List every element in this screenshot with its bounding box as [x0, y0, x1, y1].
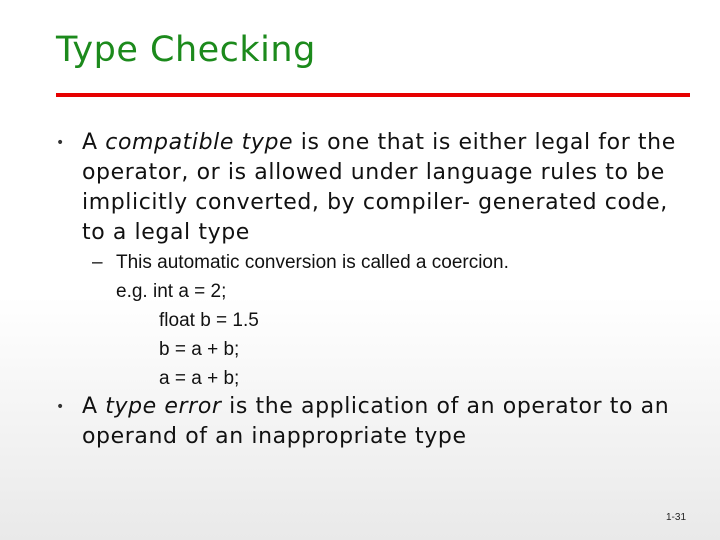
- page-number: 1-31: [666, 512, 687, 523]
- code-line: float b = 1.5: [159, 310, 259, 331]
- sub-bullet-line: This automatic conversion is called a coercion.: [116, 252, 509, 273]
- bullet-emphasis: type error: [105, 394, 222, 419]
- title-divider: [56, 93, 690, 97]
- code-line: b = a + b;: [159, 339, 240, 360]
- bullet-text: [82, 128, 692, 248]
- code-line: a = a + b;: [159, 368, 240, 389]
- slide-title: Type Checking: [56, 30, 316, 70]
- bullet-lead: A: [82, 394, 106, 419]
- bullet-emphasis: compatible type: [105, 130, 294, 155]
- bullet-marker: •: [56, 399, 65, 415]
- bullet-rest: is one that is either legal for the operator, or is allowed under language rules to be implicitly converted, by compiler- generated code, to a legal type: [82, 130, 676, 245]
- bullet-marker: •: [56, 135, 65, 151]
- bullet-lead: A: [82, 130, 106, 155]
- sub-bullet-marker: –: [92, 252, 103, 273]
- bullet-text: [82, 392, 692, 452]
- bullet-rest: is the application of an operator to an operand of an inappropriate type: [82, 394, 670, 449]
- code-line: e.g. int a = 2;: [116, 281, 227, 302]
